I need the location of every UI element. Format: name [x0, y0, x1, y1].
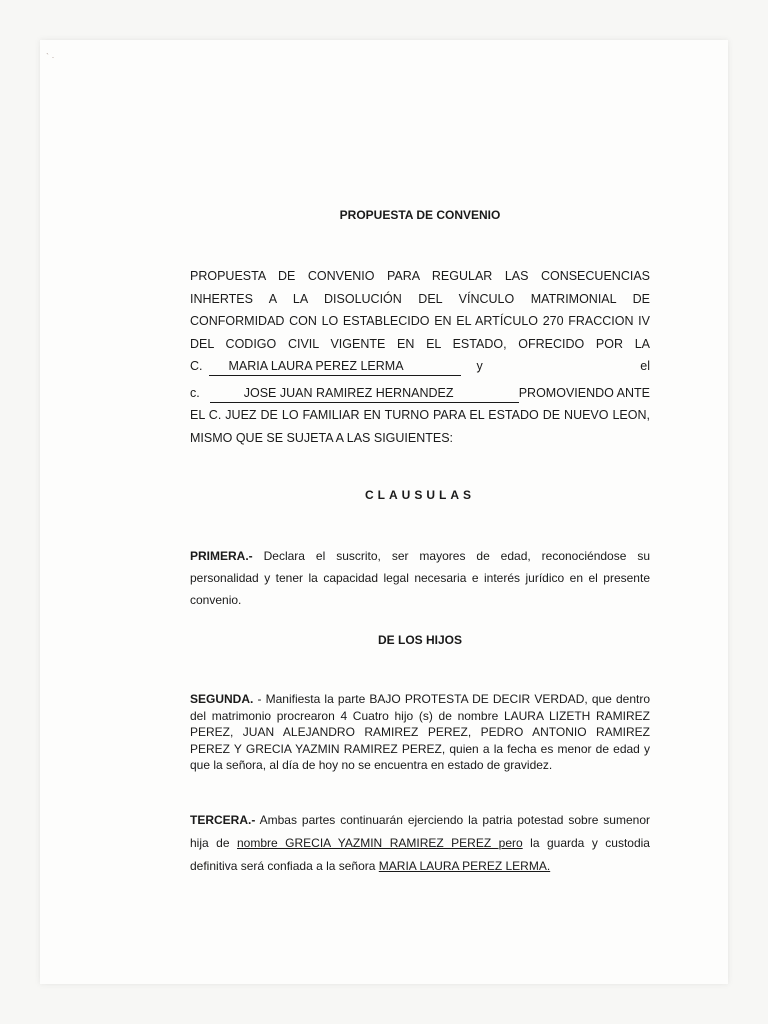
clause-primera: [190, 545, 650, 611]
hijos-heading: DE LOS HIJOS: [377, 633, 463, 647]
intro-paragraph: [190, 265, 650, 449]
clause-segunda: [190, 691, 650, 774]
primera-text: Declara el suscrito, ser mayores de edad, reconociéndose su personalidad y tener la capacidad legal necesaria e interés jurídico en el presente convenio.: [190, 549, 650, 607]
scan-speck: ` ·: [46, 52, 55, 62]
promoviendo-text: PROMOVIENDO ANTE: [518, 385, 650, 400]
party2-name-field: [210, 384, 519, 403]
party1-name-field: [209, 357, 461, 376]
tercera-custodian-name: MARIA LAURA PEREZ LERMA.: [378, 859, 551, 873]
segunda-text: - Manifiesta la parte BAJO PROTESTA DE DECIR VERDAD, que dentro del matrimonio procrearon 4 Cuatro hijo (s) de nombre LAURA LIZETH RAMIREZ PEREZ, JUAN ALEJANDRO RAMIREZ PEREZ, PEDRO ANTONIO RAMIREZ PEREZ Y GRECIA YAZMIN RAMIREZ PEREZ, quien a la fecha es menor de edad y que la señora, al día de hoy no se encuentra en estado de gravidez.: [190, 692, 650, 772]
clause-tercera: [190, 809, 650, 878]
tercera-child-name: nombre GRECIA YAZMIN RAMIREZ PEREZ pero: [237, 836, 523, 850]
primera-label: PRIMERA.-: [190, 549, 253, 563]
intro-line-1: PROPUESTA DE CONVENIO PARA REGULAR LAS CONSECUENCIAS: [190, 269, 650, 283]
tercera-text-2: la guarda y custodia definitiva será confiada a la señora: [190, 836, 650, 873]
conjunction-el: el: [640, 359, 650, 373]
intro-line-2: INHERTES A LA DISOLUCIÓN DEL VÍNCULO MATRIMONIAL DE: [190, 291, 650, 306]
party1-name: MARIA LAURA PEREZ LERMA: [228, 359, 404, 373]
conjunction-y: y: [476, 359, 483, 373]
intro-line-3: CONFORMIDAD CON LO ESTABLECIDO EN EL ARTÍCULO 270 FRACCION IV: [190, 314, 650, 328]
tercera-label: TERCERA.-: [190, 813, 256, 827]
document-page: [40, 40, 728, 984]
clausulas-heading: CLAUSULAS: [365, 488, 475, 502]
document-title: PROPUESTA DE CONVENIO: [339, 208, 501, 222]
c-prefix-2: c.: [190, 385, 200, 400]
tercera-text-1: Ambas partes continuarán ejerciendo la patria potestad sobre sumenor hija de: [190, 813, 650, 850]
intro-line-4: DEL CODIGO CIVIL VIGENTE EN EL ESTADO, OFRECIDO POR LA: [190, 336, 650, 351]
party2-name: JOSE JUAN RAMIREZ HERNANDEZ: [243, 385, 454, 400]
c-prefix: C.: [190, 359, 203, 373]
intro-line-7: EL C. JUEZ DE LO FAMILIAR EN TURNO PARA EL ESTADO DE NUEVO LEON,: [190, 408, 650, 422]
intro-line-8: MISMO QUE SE SUJETA A LAS SIGUIENTES:: [190, 430, 454, 445]
intro-line-6: [190, 382, 650, 405]
segunda-label: SEGUNDA.: [190, 692, 254, 706]
intro-line-5: [190, 355, 650, 378]
